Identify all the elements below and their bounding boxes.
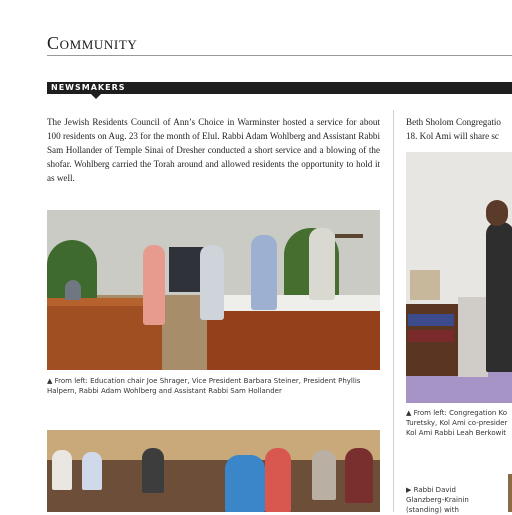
triangle-up-icon: ▲ xyxy=(47,377,53,385)
section-title: Community xyxy=(47,33,138,53)
caption-kol-ami-line2: Turetsky, Kol Ami co-presider xyxy=(406,419,508,427)
caption-rabbi-glanzberg-line2: Glanzberg-Krainin xyxy=(406,496,469,504)
col2-line1: Beth Sholom Congregatio xyxy=(406,117,501,127)
caption-torah-service-text: From left: Education chair Joe Shrager, Vice President Barbara Steiner, President Phyllis Halpern, Rabbi Adam Wohlberg and Assistant Rabbi Sam Hollander xyxy=(47,377,361,395)
photo-kol-ami xyxy=(406,152,512,403)
caption-rabbi-glanzberg-line1: Rabbi David xyxy=(413,486,456,494)
column-divider xyxy=(393,110,394,512)
newsmakers-bar xyxy=(47,82,512,94)
newsmakers-label: NEWSMAKERS xyxy=(51,83,126,92)
triangle-up-icon: ▲ xyxy=(406,409,412,417)
photo-torah-service xyxy=(47,210,380,370)
article-text-col2 xyxy=(406,115,512,143)
caption-rabbi-glanzberg-line3: (standing) with xyxy=(406,506,459,514)
caption-kol-ami-line1: From left: Congregation Ko xyxy=(413,409,508,417)
triangle-right-icon: ▶ xyxy=(406,486,412,494)
caption-kol-ami-line3: Kol Ami Rabbi Leah Berkowit xyxy=(406,429,507,437)
article-text-col1: The Jewish Residents Council of Ann’s Choice in Warminster hosted a service for about 100 residents on Aug. 23 for the month of Elul. Rabbi Adam Wohlberg and Assistant Rabbi Sam Hollander of Temple Sinai of Dresher conducted a short service and a blowing of the shofar. Wohlberg carried the Torah around and allowed residents the opportunity to hold it as well. xyxy=(47,117,380,183)
caption-torah-service xyxy=(47,376,381,396)
photo-congregation xyxy=(47,430,380,512)
col2-line2: 18. Kol Ami will share sc xyxy=(406,131,499,141)
caption-rabbi-glanzberg xyxy=(406,485,476,515)
photo-rabbi-glanzberg xyxy=(508,474,512,512)
title-rule xyxy=(47,55,512,56)
caption-kol-ami xyxy=(406,408,512,438)
bar-notch xyxy=(91,94,101,99)
